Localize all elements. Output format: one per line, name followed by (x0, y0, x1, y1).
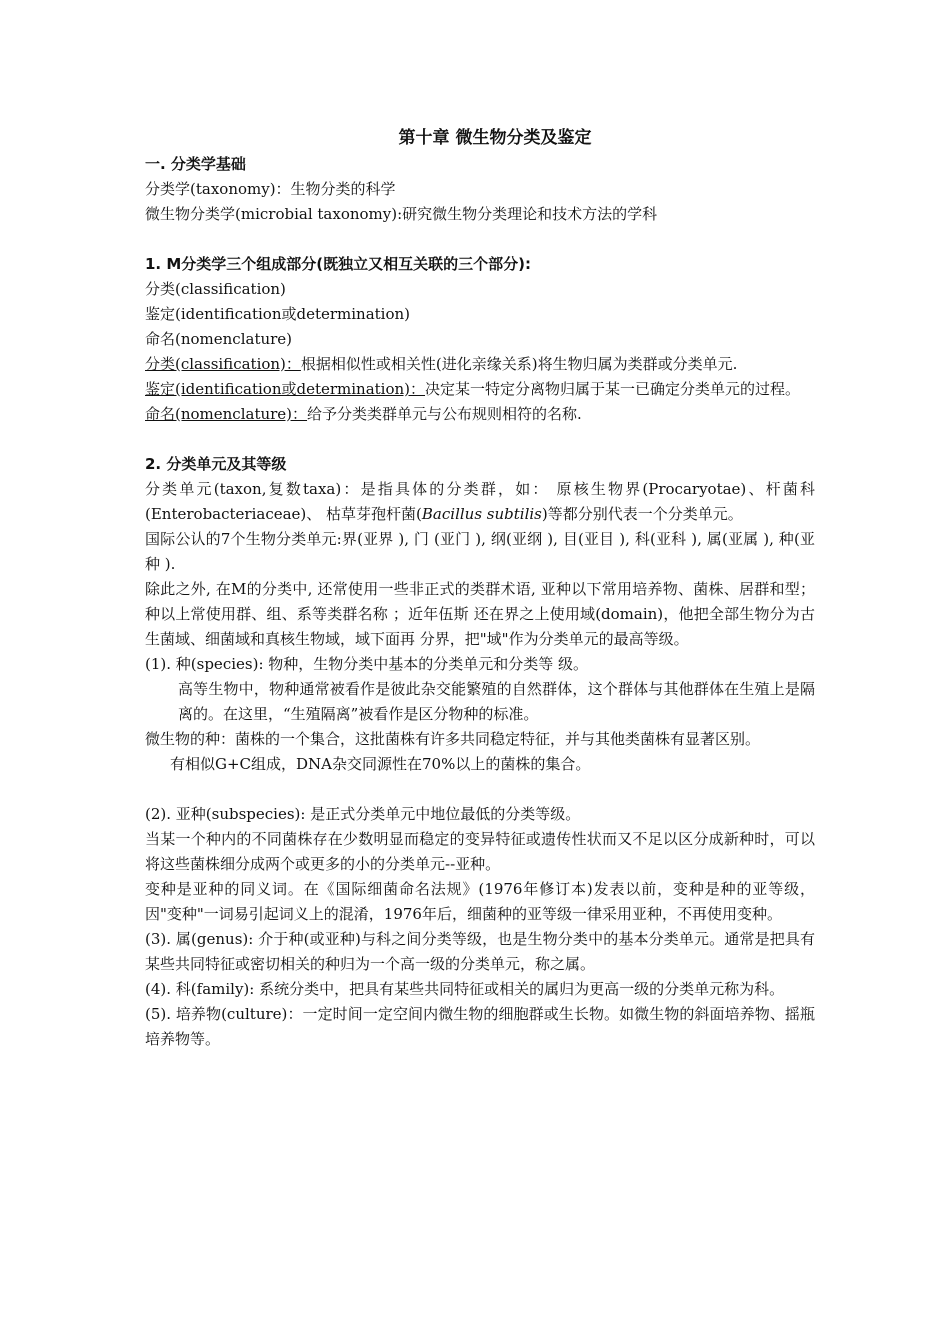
paragraph: 除此之外, 在M的分类中, 还常使用一些非正式的类群术语, 亚种以下常用培养物、菌株、居群和型；种以上常使用群、组、系等类群名称 ；近年伍斯 还在界之上使用域(domain)，他把全部生物分为古生菌域、细菌域和真核生物域，域下面再 分界，把"域"作为分类单元的最高等级。 (145, 580, 815, 648)
definition-nomenclature (145, 402, 815, 427)
section-heading-1-1: 1. M分类学三个组成部分(既独立又相互关联的三个部分): (145, 255, 531, 273)
blank-line (145, 427, 815, 452)
paragraph: 鉴定(identification或determination) (145, 305, 411, 323)
paragraph: (3). 属(genus): 介于种(或亚种)与科之间分类等级，也是生物分类中的基本分类单元。通常是把具有某些共同特征或密切相关的种归为一个高一级的分类单元，称之属。 (145, 930, 815, 973)
section-heading-1: 一. 分类学基础 (145, 155, 246, 173)
definition-classification (145, 352, 815, 377)
term: 鉴定(identification或determination)： (145, 380, 426, 398)
paragraph: 分类(classification) (145, 280, 286, 298)
paragraph: 分类学(taxonomy)：生物分类的科学 (145, 180, 396, 198)
text-run: )等都分别代表一个分类单元。 (541, 505, 743, 523)
paragraph: 变种是亚种的同义词。在《国际细菌命名法规》(1976年修订本)发表以前，变种是种的亚等级，因"变种"一词易引起词义上的混淆，1976年后，细菌种的亚等级一律采用亚种，不再使用变种。 (145, 880, 815, 923)
definition-text: 决定某一特定分离物归属于某一已确定分类单元的过程。 (425, 380, 801, 398)
paragraph: 微生物的种：菌株的一个集合，这批菌株有许多共同稳定特征，并与其他类菌株有显著区别。 (145, 730, 761, 748)
species-name: Bacillus subtilis (421, 505, 542, 523)
definition-text: 根据相似性或相关性(进化亲缘关系)将生物归属为类群或分类单元. (300, 355, 738, 373)
paragraph: 国际公认的7个生物分类单元:界(亚界 ), 门 (亚门 ), 纲(亚纲 ), 目(亚目 ), 科(亚科 ), 属(亚属 ), 种(亚种 ). (145, 530, 815, 573)
paragraph: 高等生物中，物种通常被看作是彼此杂交能繁殖的自然群体，这个群体与其他群体在生殖上是隔离的。在这里，“生殖隔离”被看作是区分物种的标准。 (178, 680, 815, 723)
definition-text: 给予分类类群单元与公布规则相符的名称. (307, 405, 582, 423)
definition-identification (145, 377, 815, 402)
paragraph: (4). 科(family): 系统分类中，把具有某些共同特征或相关的属归为更高一级的分类单元称为科。 (145, 980, 785, 998)
text-run: 分类单元(taxon,复数taxa)：是指具体的分类群，如： 原核生物界(Procaryotae)、杆菌科(Enterobacteriaceae)、 枯草芽孢杆菌( (145, 480, 815, 523)
paragraph: 命名(nomenclature) (145, 330, 293, 348)
paragraph: (5). 培养物(culture)：一定时间一定空间内微生物的细胞群或生长物。如微生物的斜面培养物、摇瓶培养物等。 (145, 1005, 815, 1048)
paragraph: 有相似G+C组成，DNA杂交同源性在70%以上的菌株的集合。 (170, 755, 591, 773)
paragraph-taxon (145, 477, 815, 527)
blank-line (145, 777, 815, 802)
paragraph: (1). 种(species): 物种，生物分类中基本的分类单元和分类等 级。 (145, 655, 589, 673)
paragraph: 微生物分类学(microbial taxonomy):研究微生物分类理论和技术方法的学科 (145, 205, 658, 223)
paragraph: (2). 亚种(subspecies): 是正式分类单元中地位最低的分类等级。 (145, 805, 581, 823)
term: 命名(nomenclature)： (145, 405, 308, 423)
term: 分类(classification)： (145, 355, 301, 373)
document-body (145, 124, 815, 1052)
section-heading-1-2: 2. 分类单元及其等级 (145, 455, 287, 473)
blank-line (145, 227, 815, 252)
chapter-title: 第十章 微生物分类及鉴定 (398, 128, 592, 148)
paragraph: 当某一个种内的不同菌株存在少数明显而稳定的变异特征或遗传性状而又不足以区分成新种时，可以将这些菌株细分成两个或更多的小的分类单元--亚种。 (145, 830, 815, 873)
